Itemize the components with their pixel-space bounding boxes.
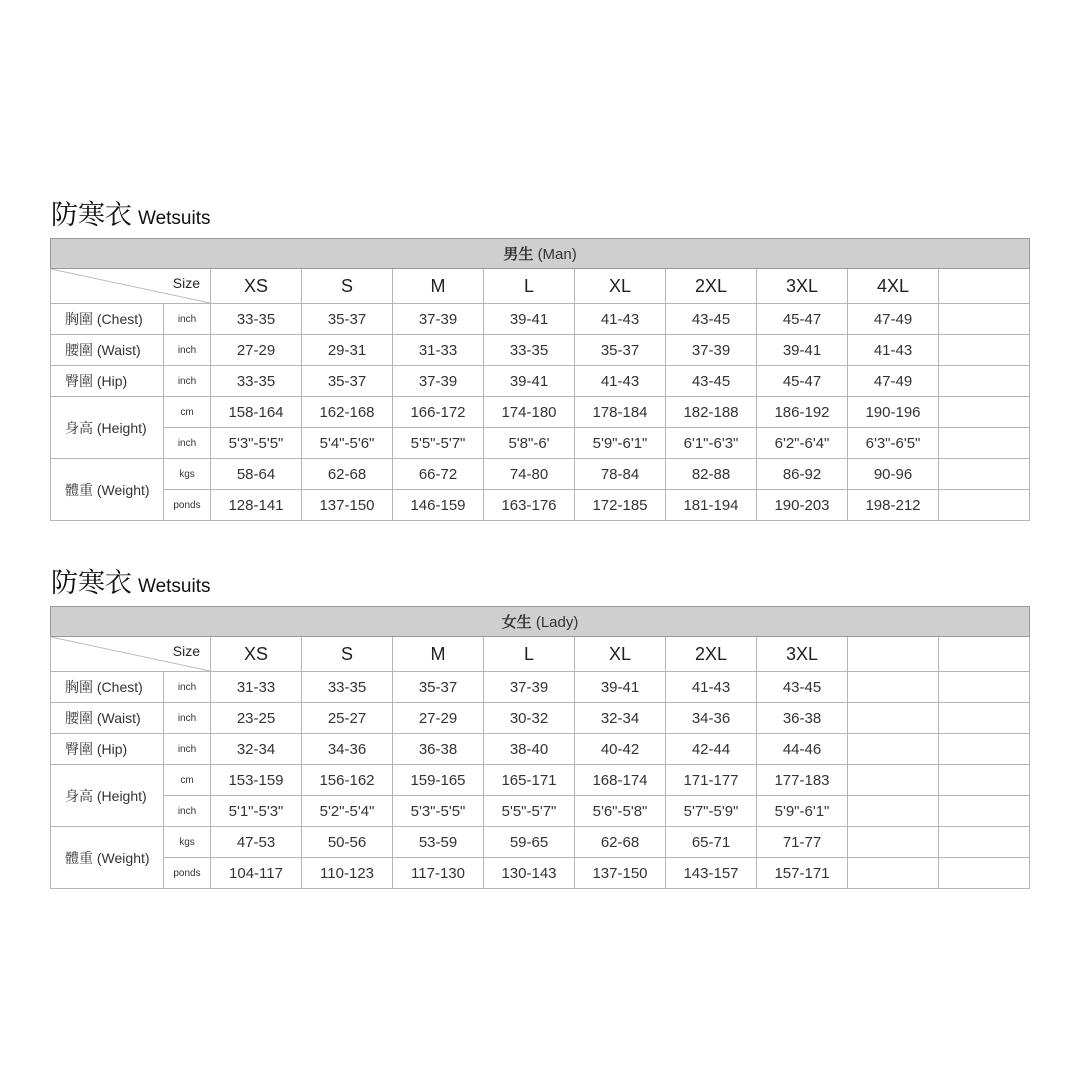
value-cell <box>939 397 1030 428</box>
table-row <box>51 335 1030 366</box>
value-cell: 166-172 <box>393 397 484 428</box>
table-row <box>51 827 1030 858</box>
size-label: Size <box>172 275 200 291</box>
value-cell: 137-150 <box>302 490 393 521</box>
size-header <box>939 269 1030 304</box>
value-cell: 47-53 <box>211 827 302 858</box>
table-row <box>51 734 1030 765</box>
value-cell <box>939 827 1030 858</box>
value-cell: 50-56 <box>302 827 393 858</box>
table-row <box>51 672 1030 703</box>
lady-size-table <box>50 606 1030 889</box>
value-cell: 39-41 <box>575 672 666 703</box>
table-row <box>51 428 1030 459</box>
value-cell <box>848 672 939 703</box>
value-cell <box>939 703 1030 734</box>
value-cell: 45-47 <box>757 304 848 335</box>
group-header-row <box>51 607 1030 637</box>
value-cell: 38-40 <box>484 734 575 765</box>
value-cell <box>939 734 1030 765</box>
title-zh: 防寒衣 <box>51 568 132 599</box>
value-cell: 43-45 <box>757 672 848 703</box>
value-cell: 34-36 <box>302 734 393 765</box>
value-cell: 43-45 <box>666 366 757 397</box>
value-cell: 39-41 <box>484 366 575 397</box>
value-cell: 65-71 <box>666 827 757 858</box>
value-cell: 44-46 <box>757 734 848 765</box>
unit-cell: inch <box>164 366 211 397</box>
unit-cell: ponds <box>164 490 211 521</box>
value-cell: 78-84 <box>575 459 666 490</box>
value-cell: 6'3"-6'5" <box>848 428 939 459</box>
value-cell: 42-44 <box>666 734 757 765</box>
table-row <box>51 366 1030 397</box>
size-header: 3XL <box>757 269 848 304</box>
value-cell: 104-117 <box>211 858 302 889</box>
section-title <box>51 193 211 232</box>
value-cell: 190-196 <box>848 397 939 428</box>
table-row <box>51 459 1030 490</box>
value-cell: 31-33 <box>211 672 302 703</box>
value-cell: 5'8"-6' <box>484 428 575 459</box>
value-cell: 29-31 <box>302 335 393 366</box>
value-cell: 117-130 <box>393 858 484 889</box>
value-cell: 186-192 <box>757 397 848 428</box>
unit-cell: kgs <box>164 459 211 490</box>
size-header: L <box>484 269 575 304</box>
value-cell: 35-37 <box>575 335 666 366</box>
value-cell <box>939 796 1030 827</box>
value-cell: 33-35 <box>484 335 575 366</box>
value-cell: 5'6"-5'8" <box>575 796 666 827</box>
value-cell: 32-34 <box>211 734 302 765</box>
measure-label: 體重 (Weight) <box>51 827 164 889</box>
value-cell: 181-194 <box>666 490 757 521</box>
value-cell: 143-157 <box>666 858 757 889</box>
value-cell: 62-68 <box>575 827 666 858</box>
value-cell: 190-203 <box>757 490 848 521</box>
value-cell: 34-36 <box>666 703 757 734</box>
value-cell: 5'4"-5'6" <box>302 428 393 459</box>
group-header-row <box>51 239 1030 269</box>
size-header: L <box>484 637 575 672</box>
value-cell: 5'1"-5'3" <box>211 796 302 827</box>
table-row <box>51 490 1030 521</box>
size-header <box>939 637 1030 672</box>
value-cell: 37-39 <box>484 672 575 703</box>
value-cell: 5'5"-5'7" <box>393 428 484 459</box>
size-header: XS <box>211 269 302 304</box>
value-cell: 82-88 <box>666 459 757 490</box>
value-cell: 71-77 <box>757 827 848 858</box>
value-cell: 32-34 <box>575 703 666 734</box>
value-cell: 43-45 <box>666 304 757 335</box>
size-header: M <box>393 269 484 304</box>
title-zh: 防寒衣 <box>51 200 132 231</box>
value-cell: 36-38 <box>757 703 848 734</box>
measure-label: 腰圍 (Waist) <box>51 335 164 366</box>
table-row <box>51 397 1030 428</box>
value-cell: 39-41 <box>757 335 848 366</box>
group-header <box>51 607 1030 637</box>
unit-cell: inch <box>164 304 211 335</box>
value-cell <box>848 827 939 858</box>
value-cell: 41-43 <box>575 366 666 397</box>
unit-cell: kgs <box>164 827 211 858</box>
value-cell: 35-37 <box>393 672 484 703</box>
value-cell: 158-164 <box>211 397 302 428</box>
value-cell: 156-162 <box>302 765 393 796</box>
value-cell: 37-39 <box>666 335 757 366</box>
size-header: XS <box>211 637 302 672</box>
value-cell: 74-80 <box>484 459 575 490</box>
size-corner-cell <box>51 269 211 304</box>
value-cell: 171-177 <box>666 765 757 796</box>
measure-label: 身高 (Height) <box>51 397 164 459</box>
value-cell: 47-49 <box>848 304 939 335</box>
value-cell: 110-123 <box>302 858 393 889</box>
size-header: M <box>393 637 484 672</box>
size-header: S <box>302 637 393 672</box>
value-cell: 33-35 <box>302 672 393 703</box>
group-zh: 男生 <box>503 245 534 263</box>
value-cell: 25-27 <box>302 703 393 734</box>
value-cell: 86-92 <box>757 459 848 490</box>
value-cell <box>939 428 1030 459</box>
value-cell: 178-184 <box>575 397 666 428</box>
value-cell: 153-159 <box>211 765 302 796</box>
value-cell: 45-47 <box>757 366 848 397</box>
unit-cell: inch <box>164 796 211 827</box>
value-cell: 39-41 <box>484 304 575 335</box>
value-cell: 5'2"-5'4" <box>302 796 393 827</box>
value-cell: 6'2"-6'4" <box>757 428 848 459</box>
size-header: XL <box>575 269 666 304</box>
value-cell: 6'1"-6'3" <box>666 428 757 459</box>
table-row <box>51 765 1030 796</box>
value-cell: 5'3"-5'5" <box>211 428 302 459</box>
value-cell: 36-38 <box>393 734 484 765</box>
value-cell: 31-33 <box>393 335 484 366</box>
title-en: Wetsuits <box>138 208 211 229</box>
unit-cell: cm <box>164 765 211 796</box>
unit-cell: inch <box>164 335 211 366</box>
value-cell <box>939 858 1030 889</box>
section-title <box>51 561 211 600</box>
measure-label: 臀圍 (Hip) <box>51 734 164 765</box>
value-cell: 27-29 <box>211 335 302 366</box>
value-cell <box>848 858 939 889</box>
table-row <box>51 858 1030 889</box>
value-cell <box>939 672 1030 703</box>
size-header: 4XL <box>848 269 939 304</box>
measure-label: 身高 (Height) <box>51 765 164 827</box>
value-cell: 159-165 <box>393 765 484 796</box>
size-row <box>51 637 1030 672</box>
measure-label: 腰圍 (Waist) <box>51 703 164 734</box>
measure-label: 胸圍 (Chest) <box>51 304 164 335</box>
value-cell: 35-37 <box>302 366 393 397</box>
title-en: Wetsuits <box>138 576 211 597</box>
value-cell: 5'3"-5'5" <box>393 796 484 827</box>
value-cell: 37-39 <box>393 304 484 335</box>
value-cell: 59-65 <box>484 827 575 858</box>
size-header <box>848 637 939 672</box>
measure-label: 胸圍 (Chest) <box>51 672 164 703</box>
unit-cell: ponds <box>164 858 211 889</box>
size-corner-cell <box>51 637 211 672</box>
value-cell <box>939 335 1030 366</box>
value-cell: 182-188 <box>666 397 757 428</box>
size-header: 2XL <box>666 269 757 304</box>
men-size-table <box>50 238 1030 521</box>
value-cell: 35-37 <box>302 304 393 335</box>
value-cell <box>848 796 939 827</box>
value-cell: 5'9"-6'1" <box>575 428 666 459</box>
value-cell <box>939 765 1030 796</box>
value-cell: 163-176 <box>484 490 575 521</box>
value-cell <box>939 459 1030 490</box>
value-cell: 27-29 <box>393 703 484 734</box>
value-cell <box>848 734 939 765</box>
value-cell: 130-143 <box>484 858 575 889</box>
table-row <box>51 304 1030 335</box>
size-row <box>51 269 1030 304</box>
measure-label: 體重 (Weight) <box>51 459 164 521</box>
value-cell: 137-150 <box>575 858 666 889</box>
value-cell: 37-39 <box>393 366 484 397</box>
value-cell: 177-183 <box>757 765 848 796</box>
value-cell <box>848 703 939 734</box>
value-cell: 146-159 <box>393 490 484 521</box>
value-cell: 172-185 <box>575 490 666 521</box>
table-row <box>51 796 1030 827</box>
value-cell: 90-96 <box>848 459 939 490</box>
size-header: 3XL <box>757 637 848 672</box>
value-cell: 128-141 <box>211 490 302 521</box>
value-cell: 157-171 <box>757 858 848 889</box>
value-cell: 53-59 <box>393 827 484 858</box>
size-header: XL <box>575 637 666 672</box>
value-cell: 198-212 <box>848 490 939 521</box>
value-cell: 5'5"-5'7" <box>484 796 575 827</box>
value-cell <box>939 366 1030 397</box>
group-en: (Lady) <box>535 614 579 631</box>
value-cell: 58-64 <box>211 459 302 490</box>
unit-cell: inch <box>164 428 211 459</box>
value-cell: 5'9"-6'1" <box>757 796 848 827</box>
group-zh: 女生 <box>501 613 532 631</box>
value-cell: 62-68 <box>302 459 393 490</box>
value-cell: 30-32 <box>484 703 575 734</box>
value-cell: 47-49 <box>848 366 939 397</box>
value-cell: 33-35 <box>211 304 302 335</box>
value-cell: 41-43 <box>666 672 757 703</box>
value-cell: 41-43 <box>848 335 939 366</box>
value-cell: 33-35 <box>211 366 302 397</box>
value-cell: 162-168 <box>302 397 393 428</box>
value-cell: 40-42 <box>575 734 666 765</box>
group-en: (Man) <box>537 246 577 263</box>
value-cell: 165-171 <box>484 765 575 796</box>
size-label: Size <box>172 643 200 659</box>
unit-cell: inch <box>164 703 211 734</box>
unit-cell: inch <box>164 672 211 703</box>
measure-label: 臀圍 (Hip) <box>51 366 164 397</box>
value-cell <box>939 490 1030 521</box>
value-cell <box>848 765 939 796</box>
value-cell: 5'7"-5'9" <box>666 796 757 827</box>
value-cell: 41-43 <box>575 304 666 335</box>
group-header <box>51 239 1030 269</box>
table-row <box>51 703 1030 734</box>
unit-cell: cm <box>164 397 211 428</box>
value-cell: 66-72 <box>393 459 484 490</box>
value-cell: 174-180 <box>484 397 575 428</box>
value-cell: 23-25 <box>211 703 302 734</box>
value-cell <box>939 304 1030 335</box>
value-cell: 168-174 <box>575 765 666 796</box>
unit-cell: inch <box>164 734 211 765</box>
size-header: S <box>302 269 393 304</box>
size-header: 2XL <box>666 637 757 672</box>
